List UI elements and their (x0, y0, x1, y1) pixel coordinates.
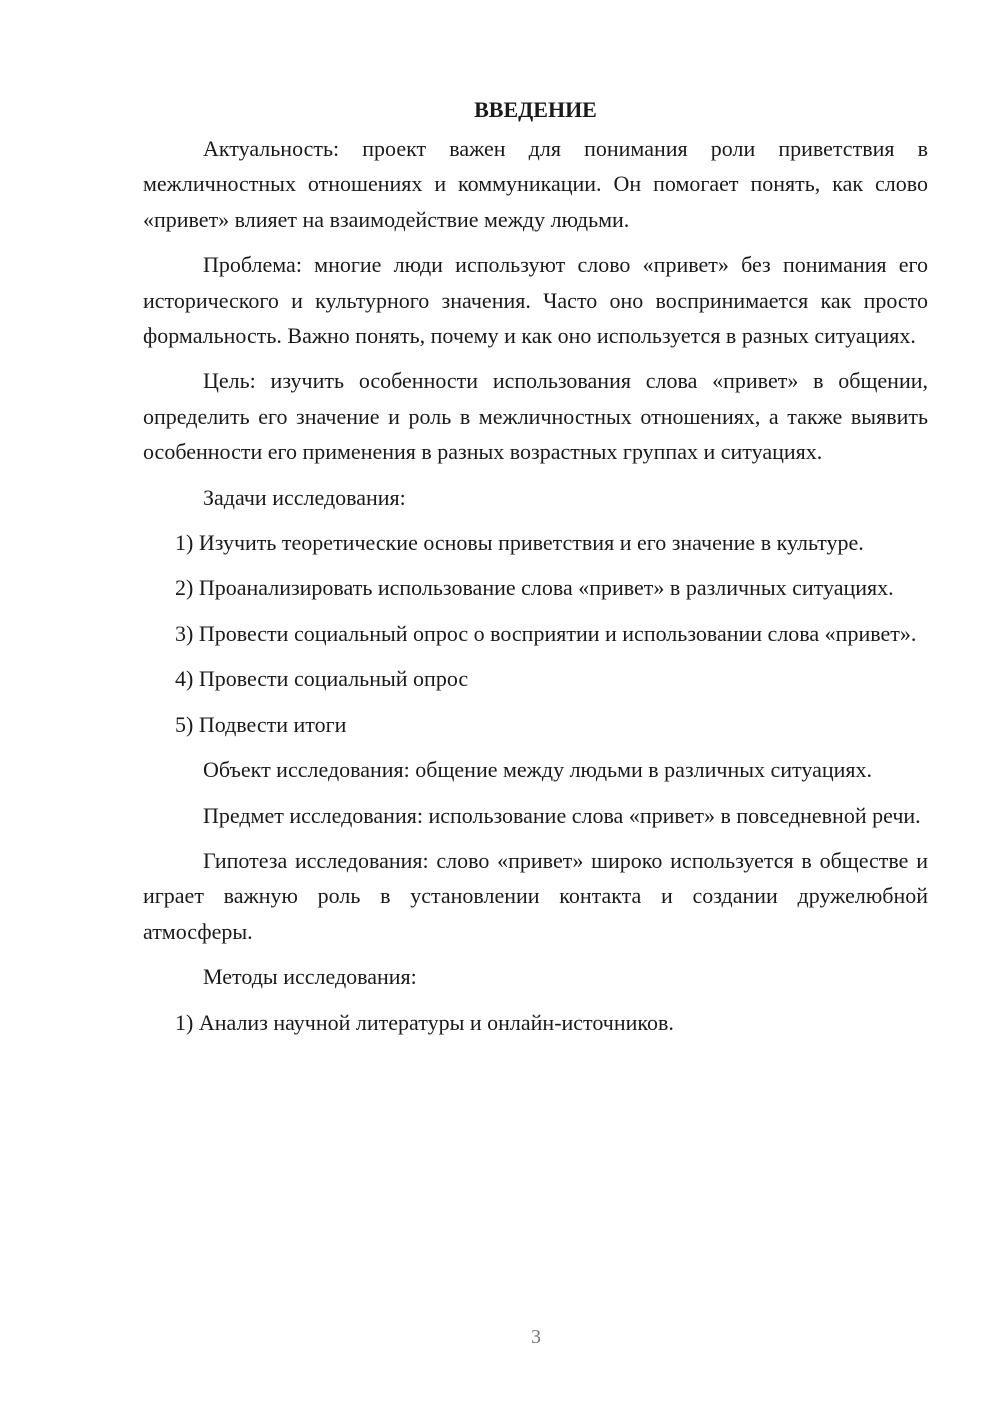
list-item-task-3: 3) Провести социальный опрос о восприятии и использовании слова «привет». (175, 620, 917, 646)
page-number: 3 (531, 1326, 541, 1348)
paragraph-problem: Проблема: многие люди используют слово «привет» без понимания его исторического и культурного значения. Часто оно воспринимается как просто формальность. Важно понять, почему и как оно используется в разных ситуациях. (143, 252, 928, 349)
paragraph-subject: Предмет исследования: использование слова «привет» в повседневной речи. (203, 802, 921, 828)
list-item-task-4: 4) Провести социальный опрос (175, 666, 469, 692)
paragraph-hypothesis: Гипотеза исследования: слово «привет» широко используется в обществе и играет важную роль в установлении контакта и создании дружелюбной атмосферы. (143, 847, 928, 944)
list-item-task-2: 2) Проанализировать использование слова «привет» в различных ситуациях. (175, 575, 894, 601)
document-page (143, 92, 928, 1040)
paragraph-tasks-heading: Задачи исследования: (203, 484, 406, 510)
paragraph-goal: Цель: изучить особенности использования слова «привет» в общении, определить его значение и роль в межличностных отношениях, а также выявить особенности его применения в разных возрастных группах и ситуациях. (143, 368, 928, 465)
list-item-task-1: 1) Изучить теоретические основы приветствия и его значение в культуре. (175, 530, 864, 556)
section-title: ВВЕДЕНИЕ (474, 97, 597, 122)
paragraph-methods-heading: Методы исследования: (203, 964, 417, 990)
list-item-task-5: 5) Подвести итоги (175, 711, 347, 737)
paragraph-relevance: Актуальность: проект важен для понимания роли приветствия в межличностных отношениях и коммуникации. Он помогает понять, как слово «привет» влияет на взаимодействие между людьми. (143, 136, 928, 232)
paragraph-object: Объект исследования: общение между людьми в различных ситуациях. (203, 757, 873, 783)
list-item-method-1: 1) Анализ научной литературы и онлайн-источников. (175, 1009, 674, 1035)
